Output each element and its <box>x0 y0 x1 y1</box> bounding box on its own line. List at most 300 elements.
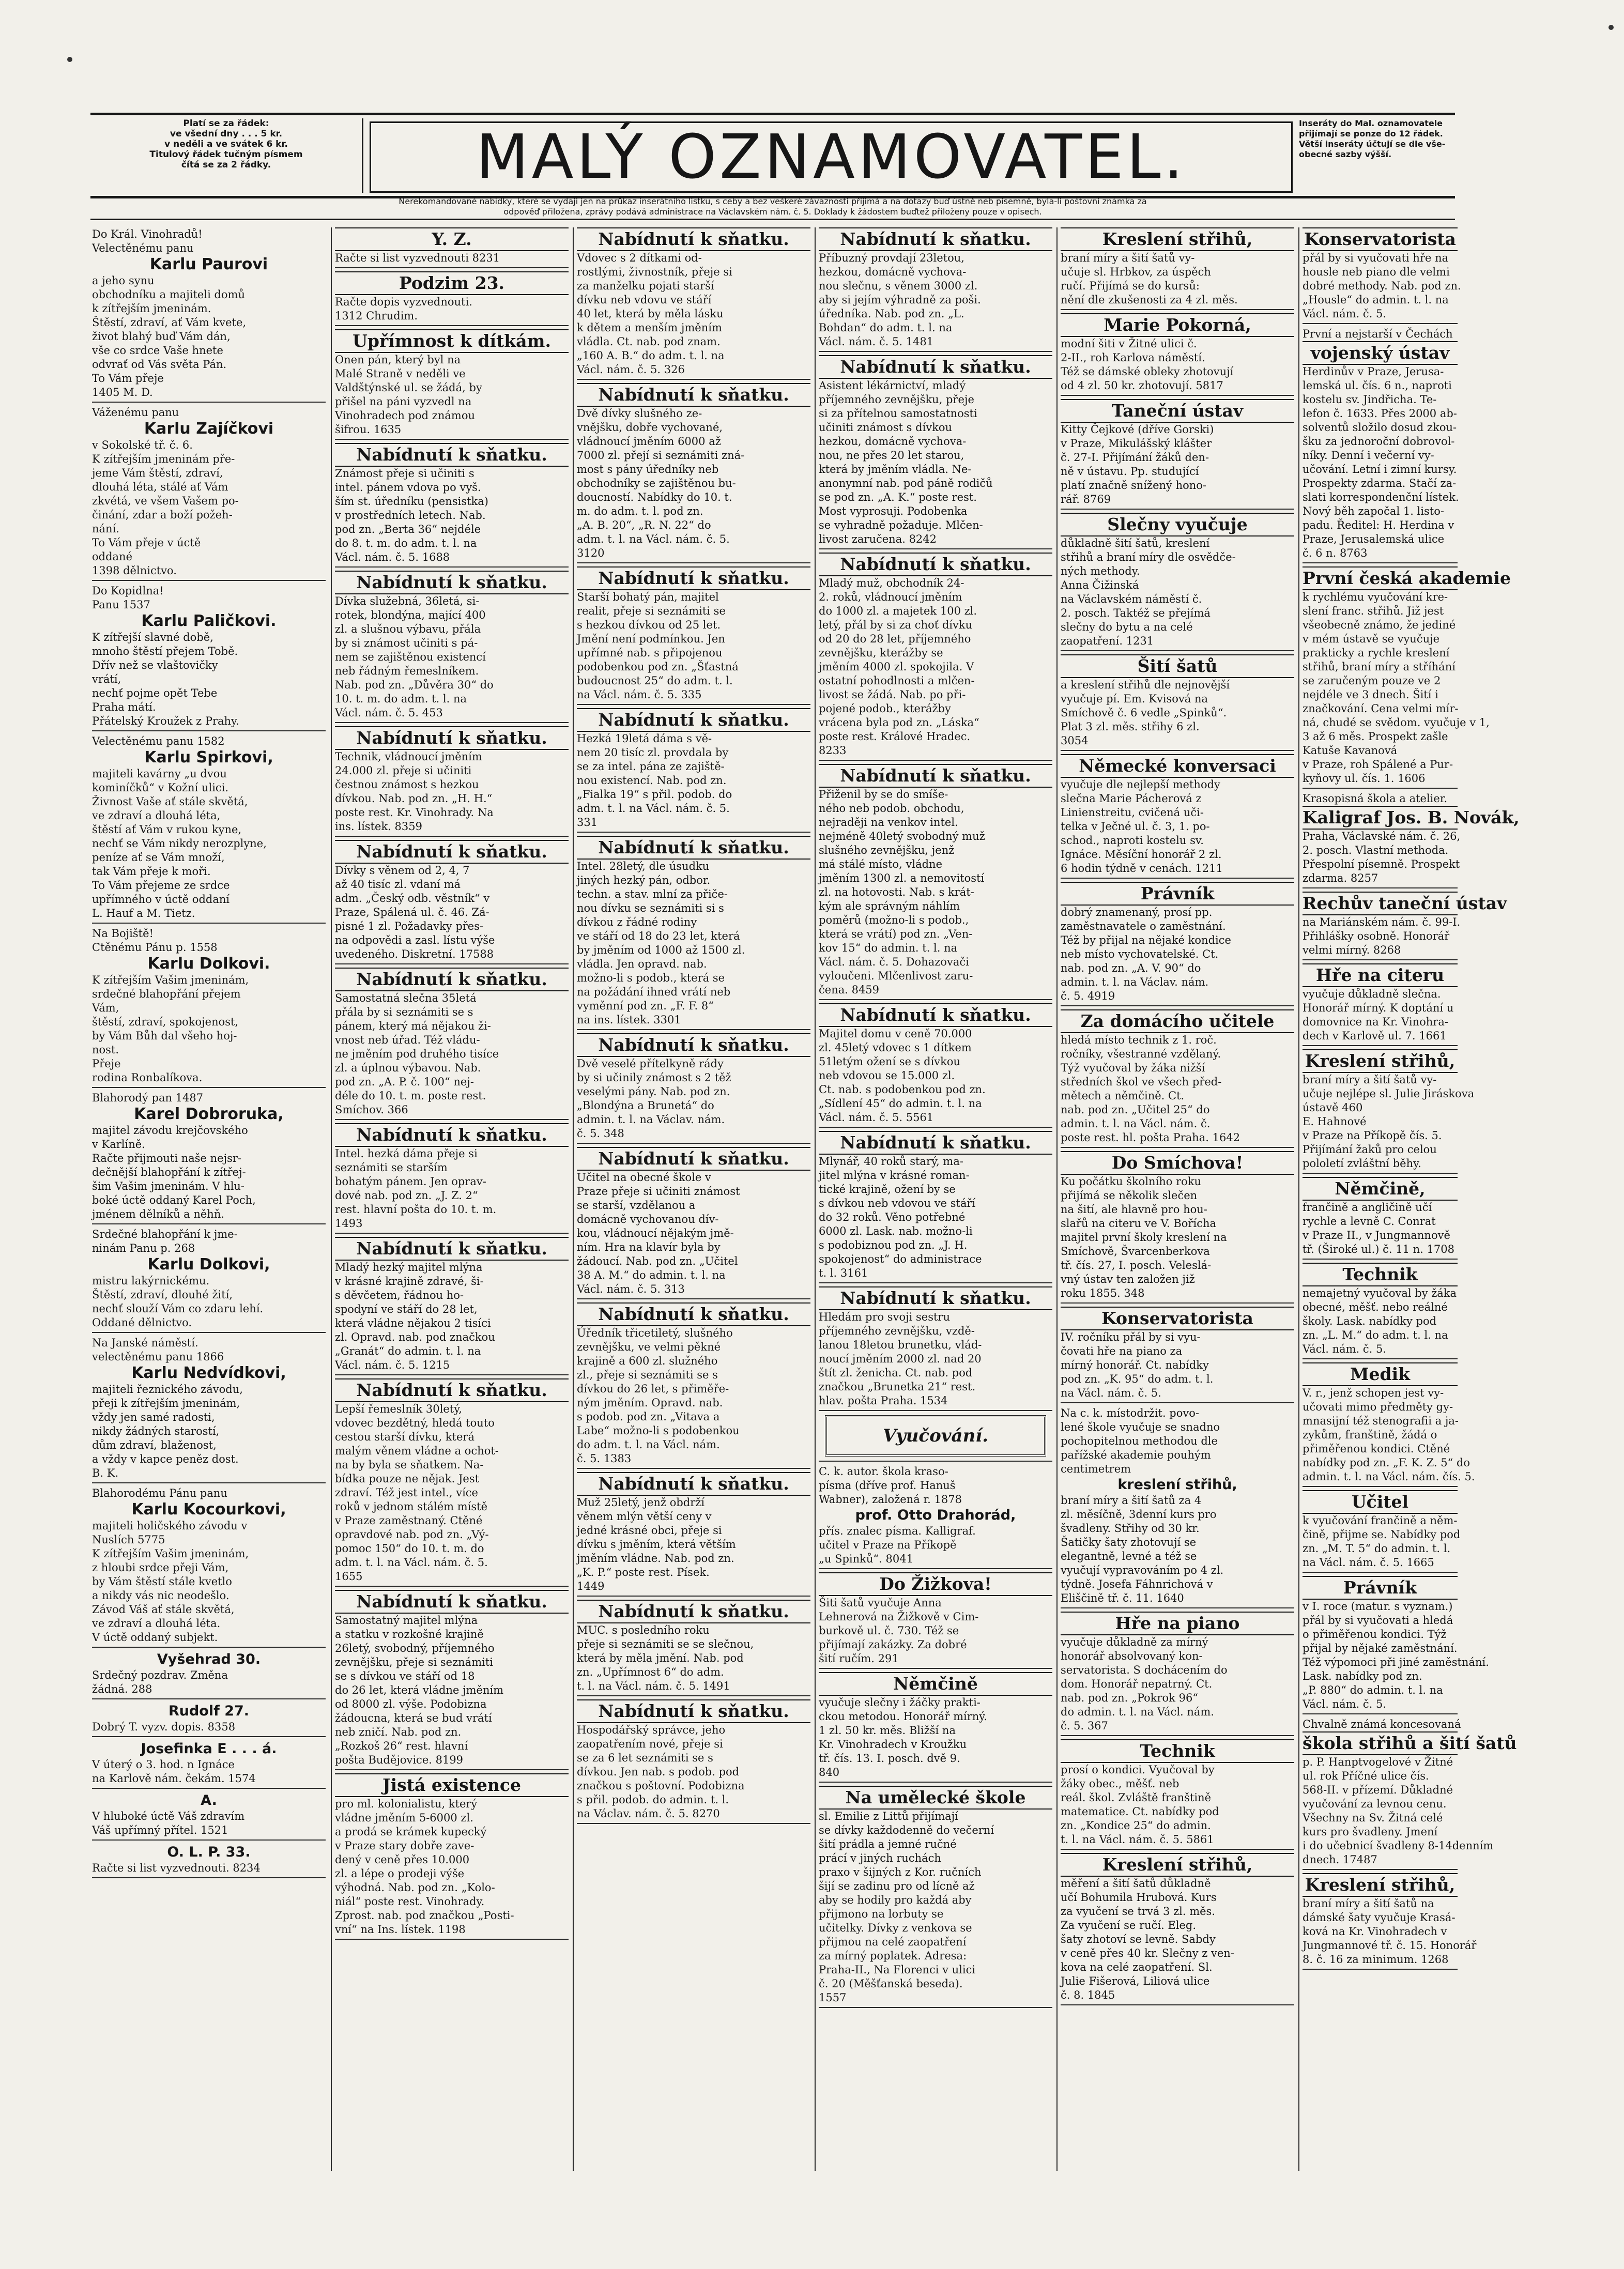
ad-text-line: budoucnost 25“ do adm. t. l. <box>577 674 733 687</box>
classified-ad <box>1303 963 1458 1046</box>
ad-text-line: přála by si seznámiti se s <box>335 1006 473 1018</box>
ad-heading: Konservatorista <box>1303 227 1458 251</box>
ad-text-line: tické krajině, ožení by se <box>819 1183 956 1195</box>
ad-text-line: Václ. nám. č. 5. Dohazovači <box>819 956 969 968</box>
ad-text-line: zkvétá, ve všem Vašem po- <box>92 495 239 507</box>
ad-text-line: t. l. na Václ. nám. č. 5. 5861 <box>1061 1833 1214 1846</box>
ad-text-line: zn. „Kondice 25“ do admin. <box>1061 1819 1211 1832</box>
classified-ad <box>1303 1049 1475 1174</box>
ad-text-line: nem 20 tisíc zl. provdala by <box>577 746 729 759</box>
ad-heading: Upřímnost k dítkám. <box>335 329 569 353</box>
classified-ad <box>1061 1739 1294 1850</box>
ad-text-line: na Václ. nám. č. 5. 1665 <box>1303 1556 1434 1569</box>
ad-text-line: poste rest. Králové Hradec. <box>819 730 971 743</box>
ad-text-line: mnasijní též stenografii a ja- <box>1303 1415 1459 1427</box>
ad-text-line: Smíchov. 366 <box>335 1103 408 1116</box>
ad-text-line: Samostatná slečna 35letá <box>335 992 477 1004</box>
ad-text-line: dech v Karlově ul. 7. 1661 <box>1303 1030 1447 1042</box>
ad-text-line: „K. P.“ poste rest. Písek. <box>577 1566 710 1578</box>
ad-heading: Rechův taneční ústav <box>1303 892 1458 915</box>
ad-text-line: od 4 zl. 50 kr. zhotovují. 5817 <box>1061 379 1223 392</box>
ad-text-line: Václ. nám. č. 5. 5561 <box>819 1111 934 1124</box>
classified-ad <box>92 927 326 1088</box>
ad-text-line: šijí se zadinu pro od lícně až <box>819 1880 975 1892</box>
ad-text-line: v prostředních letech. Nab. <box>335 509 486 522</box>
ad-text-line: obchodníku a majiteli domů <box>92 288 245 301</box>
ad-text-line: dom. Honorář nepatrný. Ct. <box>1061 1678 1213 1690</box>
ad-separator <box>1061 1302 1294 1304</box>
classified-ad <box>335 329 569 440</box>
ad-text-line: centimetrem <box>1061 1463 1131 1475</box>
ad-text-line: lemská ul. čís. 6 n., naproti <box>1303 379 1452 392</box>
ad-separator <box>819 1410 1052 1411</box>
ad-text-line: niál“ poste rest. Vinohrady. <box>335 1895 485 1908</box>
ad-text-line: Nový běh započal 1. listo- <box>1303 505 1444 517</box>
ad-heading: Do Žižkova! <box>819 1572 1052 1596</box>
ad-addressee: Karlu Zajíčkovi <box>144 420 274 438</box>
classified-ad <box>92 1703 326 1737</box>
ad-text-line: To Vám přeje v úctě <box>92 536 201 549</box>
ad-text-line: Honorář mírný. K doptání u <box>1303 1002 1454 1014</box>
classified-ad <box>92 1651 326 1699</box>
ad-text-line: Známost přeje si učiniti s <box>335 467 474 480</box>
ad-text-line: kým ale správným náhlím <box>819 900 960 912</box>
ad-separator <box>1303 1173 1458 1174</box>
ad-text-line: Přiženil by se do smíše- <box>819 788 948 801</box>
ad-text-line: majitel první školy kreslení na <box>1061 1231 1227 1244</box>
ad-text-line: by si učinily známost s 2 těž <box>577 1071 731 1084</box>
ad-text-line: se za 6 let seznámiti se s <box>577 1752 713 1764</box>
ad-text-line: s podobiznou pod zn. „J. H. <box>819 1239 968 1251</box>
ad-text-line: Václ. nám. č. 5. 453 <box>335 707 443 719</box>
ad-heading: Nabídnutí k sňatku. <box>577 1147 810 1171</box>
ad-separator <box>577 1298 810 1299</box>
classified-ad <box>819 764 1052 1000</box>
ad-text-line: vždy jen samé radosti, <box>92 1411 215 1423</box>
ad-text-line: jměním vládne. Nab. pod zn. <box>577 1552 734 1565</box>
ad-text-line: cestou starší dívku, která <box>335 1431 474 1443</box>
ad-text-line: šití ručím. 291 <box>819 1652 899 1665</box>
ad-text-line: 24.000 zl. přeje si učiniti <box>335 764 472 777</box>
ad-text-line: přeje si seznámiti se se slečnou, <box>577 1638 754 1650</box>
ad-text-line: v ceně přes 40 kr. Slečny z ven- <box>1061 1947 1234 1959</box>
classified-ad <box>1061 1853 1294 2005</box>
ad-intro-line: Krasopisná škola a atelier. <box>1303 792 1448 805</box>
ad-text-line: vládnoucí jměním 6000 až <box>577 435 721 448</box>
ad-intro-line: Váženému panu <box>92 406 179 419</box>
classified-ad <box>1303 566 1511 789</box>
ad-intro-line: Blahorodému Pánu panu <box>92 1487 227 1499</box>
ad-text-line: přijal by nějaké zaměstnání. <box>1303 1642 1458 1654</box>
ad-text-line: vyučuje slečny i žáčky prakti- <box>819 1696 980 1709</box>
ad-heading: Kreslení střihů, <box>1061 1853 1294 1877</box>
ad-text-line: slati korrespondenční lístek. <box>1303 491 1459 503</box>
ad-text-line: poměrů (možno-li s podob., <box>819 914 969 926</box>
classified-ad <box>1303 1177 1458 1260</box>
ad-heading: Nabídnutí k sňatku. <box>335 443 569 467</box>
ad-text-line: vrácena byla pod zn. „Láska“ <box>819 716 979 729</box>
ad-text-line: K zítřejší slavné době, <box>92 631 213 643</box>
ad-text-line: ně v ústavu. Pp. studující <box>1061 465 1199 478</box>
ad-text-line: Bohdan“ do adm. t. l. na <box>819 321 953 334</box>
ad-text-line: déle do 10. t. m. poste rest. <box>335 1090 486 1102</box>
ad-heading: První česká akademie <box>1303 566 1458 590</box>
ad-text-line: modní šiti v Žitné ulici č. <box>1061 338 1197 350</box>
ad-text-line: 1398 dělnictvo. <box>92 564 177 577</box>
ad-text-line: aby se hodily pro každá aby <box>819 1894 972 1906</box>
ad-text-line: vládla. Ct. nab. pod znam. <box>577 335 721 348</box>
ad-text-line: tak Vám přeje k moři. <box>92 865 211 878</box>
ad-text-line: v krásné krajině zdravé, ši- <box>335 1275 484 1287</box>
column-4 <box>819 227 1052 2171</box>
classified-ad <box>1061 654 1294 751</box>
ad-intro-line: Srdečné blahopřání k jme- <box>92 1228 238 1240</box>
ad-separator <box>1303 1969 1458 1970</box>
ad-text-line: Praze, Jerusalemská ulice <box>1303 533 1445 545</box>
classified-ad <box>819 1786 1052 2008</box>
ad-text-line: To Vám přejeme ze srdce <box>92 879 230 892</box>
classified-ad <box>1303 1576 1489 1714</box>
ad-separator <box>819 2007 1052 2008</box>
ad-text-line: uvedeného. Diskretní. 17588 <box>335 948 494 960</box>
ad-text-line: jměním 4000 zl. spokojila. V <box>819 661 974 673</box>
ad-text-line: značkou „Brunetka 21“ rest. <box>819 1381 976 1393</box>
ad-text-line: t. l. na Václ. nám. č. 5. 1491 <box>577 1680 730 1692</box>
ad-text-line: neb vdovou se 15.000 zl. <box>819 1069 955 1082</box>
classified-ad <box>1303 1490 1461 1573</box>
ad-text-line: a nikdy vás nic neodešlo. <box>92 1589 229 1602</box>
ad-heading: Za domácího učitele <box>1061 1009 1294 1033</box>
ad-text-line: do admin. t. l. na Václ. nám. <box>1061 1706 1215 1718</box>
ad-text-line: vnějšku, dobře vychované, <box>577 421 723 434</box>
ad-text-line: č. 5. 348 <box>577 1127 624 1140</box>
ad-separator <box>335 722 569 723</box>
ad-text-line: se s dívkou ve stáří od 18 <box>335 1670 475 1682</box>
ad-text-line: L. Hauf a M. Tietz. <box>92 907 195 919</box>
ad-separator <box>1303 959 1458 960</box>
ad-heading: Hře na piano <box>1061 1612 1294 1635</box>
ad-text-line: adm. „Český odb. věstník“ v <box>335 892 490 904</box>
ad-text-line: v Praze na Příkopě čís. 5. <box>1303 1129 1442 1142</box>
ad-text-line: roků v jednom stálém místě <box>335 1500 488 1513</box>
ad-text-line: Lask. nabídky pod zn. <box>1303 1670 1422 1682</box>
ad-text-line: vnost neb úřad. Též vládu- <box>335 1034 480 1046</box>
ad-text-line: 1655 <box>335 1570 363 1583</box>
ad-text-line: adm. t. l. na Václ. nám. č. 5. <box>335 1556 488 1569</box>
ad-text-line: přijmono na lorbuty se <box>819 1908 944 1920</box>
ad-text-line: Lepší řemeslník 30letý, <box>335 1403 462 1415</box>
column-1 <box>92 227 326 2171</box>
ad-text-line: slušného zevnějšku, jenž <box>819 844 955 856</box>
ad-text-line: domácně vychovanou dív- <box>577 1213 719 1225</box>
ad-text-line: V hluboké úctě Váš zdravím <box>92 1810 245 1822</box>
ad-text-line: „P. 880“ do admin. t. l. na <box>1303 1684 1443 1696</box>
ad-text-line: Praze přeje si učiniti známost <box>577 1185 740 1198</box>
ad-text-line: K zítřejším Vašim jmeninám, <box>92 1547 249 1560</box>
ad-text-line: kou, vládnoucí nějakým jmě- <box>577 1227 734 1239</box>
ad-text-line: vyučuje důkladně slečna. <box>1303 988 1441 1000</box>
ad-text-line: na Mariánském nám. č. 99-I. <box>1303 916 1461 928</box>
ad-text-line: Katuše Kavanová <box>1303 744 1398 757</box>
ad-heading: Kaligraf Jos. B. Novák, <box>1303 806 1458 830</box>
ad-text-line: učitel v Praze na Příkopě <box>819 1539 957 1551</box>
ad-text-line: praxo v šijných z Kor. ručních <box>819 1866 982 1878</box>
classified-ad <box>819 355 1052 549</box>
ad-text-line: slečny do bytu a na celé <box>1061 621 1193 633</box>
ad-text-line: z hloubi srdce přeji Vám, <box>92 1561 229 1574</box>
ad-text-line: Týž vyučoval by žáka nižší <box>1061 1062 1205 1074</box>
ad-text-line: Za vyučení se ručí. Eleg. <box>1061 1919 1197 1931</box>
ad-text-line: nost. <box>92 1044 119 1056</box>
ad-text-line: hlav. pošta Praha. 1534 <box>819 1394 948 1407</box>
ad-text-line: velmi mírný. 8268 <box>1303 944 1401 956</box>
ad-addressee: Karlu Paličkovi. <box>141 612 277 630</box>
ad-separator <box>577 832 810 833</box>
ad-text-line: kov 15“ do admin. t. l. na <box>819 942 958 954</box>
classified-ad <box>1303 892 1507 960</box>
ad-heading: Nabídnutí k sňatku. <box>577 227 810 251</box>
ad-heading: Nabídnutí k sňatku. <box>819 1003 1052 1027</box>
ad-addressee: Karlu Paurovi <box>149 255 268 273</box>
ad-text-line: 1405 M. D. <box>92 386 153 398</box>
ad-text-line: zl., přeje si seznámiti se s <box>577 1369 718 1381</box>
ad-text-line: vládne jměním 5-6000 zl. <box>335 1812 473 1824</box>
ad-text-line: elegantně, levné a též se <box>1061 1550 1197 1562</box>
ad-text-line: si za přítelnou samostatnosti <box>819 407 977 420</box>
ad-text-line: vyloučeni. Mlčenlivost zaru- <box>819 970 973 982</box>
ad-text-line: bohatým pánem. Jen oprav- <box>335 1175 486 1188</box>
ad-separator <box>92 1332 326 1333</box>
ad-text-line: Intel. 28letý, dle úsudku <box>577 860 710 872</box>
ad-text-line: dům zdraví, blaženost, <box>92 1439 217 1451</box>
ad-text-line: k dětem a menším jměním <box>577 321 722 334</box>
ad-text-line: Václ. nám. č. 5. 326 <box>577 363 685 376</box>
ad-text-line: mnoho štěstí přejem Tobě. <box>92 645 238 657</box>
ad-text-line: „Granát“ do admin. t. l. na <box>335 1345 481 1357</box>
classified-ad <box>1303 1362 1475 1487</box>
ad-separator <box>92 1087 326 1088</box>
ad-addressee: Karlu Nedvídkovi, <box>131 1364 286 1382</box>
ad-text-line: na Václ. nám. č. 5. <box>1061 1387 1161 1399</box>
ad-text-line: Samostatný majitel mlýna <box>335 1614 478 1627</box>
ad-text-line: Štěstí, zdraví, dlouhé žití, <box>92 1289 233 1301</box>
ad-separator <box>1061 650 1294 651</box>
ad-text-line: Hezká 19letá dáma s vě- <box>577 732 712 745</box>
ad-separator <box>819 999 1052 1000</box>
ad-text-line: mistru lakýrnickému. <box>92 1275 210 1287</box>
ad-heading: škola střihů a šití šatů <box>1303 1731 1458 1755</box>
ad-text-line: Přespolní písemně. Prospekt <box>1303 858 1460 870</box>
ad-text-line: Hledám pro svoji sestru <box>819 1311 950 1323</box>
ad-subheading: prof. Otto Drahorád, <box>855 1507 1016 1523</box>
ad-separator <box>1061 1005 1294 1006</box>
ad-text-line: nejdéle ve 3 dnech. Šití i <box>1303 688 1438 701</box>
ad-text-line: Dívky s věnem od 2, 4, 7 <box>335 864 470 877</box>
ad-text-line: frančině a angličině učí <box>1303 1201 1432 1214</box>
ad-text-line: braní míry a šití šatů vy- <box>1303 1074 1437 1086</box>
rate-line: Titulový řádek tučným písmem <box>149 149 303 160</box>
ad-text-line: Příbuzný provdají 23letou, <box>819 252 964 264</box>
terms-line: obecné sazby výšší. <box>1299 149 1392 159</box>
ad-text-line: zl. a lépe o prodeji výše <box>335 1867 465 1880</box>
ad-text-line: Přihlášky osobně. Honorář <box>1303 930 1450 942</box>
ad-text-line: 6 hodin týdně v cenách. 1211 <box>1061 862 1223 875</box>
ad-text-line: která by jměním vládla. Ne- <box>819 463 972 476</box>
ad-separator <box>1061 750 1294 751</box>
ad-text-line: učuje nejlépe sl. Julie Jiráskova <box>1303 1087 1475 1100</box>
ad-heading: Kreslení střihů, <box>1303 1049 1458 1073</box>
classified-ad <box>1061 1009 1294 1148</box>
ad-text-line: nou slečnu, s věnem 3000 zl. <box>819 280 978 292</box>
ad-separator <box>1061 1147 1294 1148</box>
ad-heading: Šití šatů <box>1061 654 1294 678</box>
ad-text-line: v I. roce (matur. s vyznam.) <box>1303 1600 1453 1613</box>
ad-text-line: věnem mlýn větší ceny v <box>577 1510 712 1523</box>
classified-ad <box>92 734 326 924</box>
ad-text-line: ná, chudé se svědom. vyučuje v 1, <box>1303 716 1490 729</box>
ad-text-line: p. P. Hanptvogelové v Žitné <box>1303 1756 1453 1768</box>
ad-text-line: Račte si list vyzvednouti. 8234 <box>92 1862 261 1874</box>
ad-text-line: V úterý o 3. hod. n Ignáce <box>92 1758 235 1771</box>
ad-separator <box>1061 878 1294 879</box>
ad-text-line: nejraději na venkov intel. <box>819 816 958 829</box>
ad-text-line: zevnějšku, kterážby se <box>819 647 943 659</box>
ad-separator <box>92 1736 326 1737</box>
ad-heading: Do Smíchova! <box>1061 1151 1294 1175</box>
section-heading: Vyučování. <box>825 1415 1046 1457</box>
ad-text-line: Učitel na obecné škole v <box>577 1171 711 1184</box>
ad-intro-line: Velectěnému panu <box>92 242 194 254</box>
ad-text-line: Ku počátku školního roku <box>1061 1175 1202 1188</box>
ad-text-line: neb místo vychovatelské. Ct. <box>1061 948 1219 960</box>
ad-text-line: žádná. 288 <box>92 1683 152 1695</box>
ad-heading: Nabídnutí k sňatku. <box>335 1237 569 1261</box>
ad-text-line: Přijímání žaků pro celou <box>1303 1143 1437 1156</box>
ad-text-line: dové nab. pod zn. „J. Z. 2“ <box>335 1189 478 1202</box>
rate-line: v neděli a ve svátek 6 kr. <box>164 139 288 149</box>
ad-text-line: do 8. t. m. do adm. t. l. na <box>335 537 477 549</box>
ad-text-line: nou existencí. Nab. pod zn. <box>577 774 727 787</box>
ad-text-line: pisné 1 zl. Požadavky přes- <box>335 920 484 932</box>
ad-heading: Nabídnutí k sňatku. <box>577 708 810 732</box>
ad-text-line: jedné krásné obci, přeje si <box>577 1524 722 1537</box>
ad-text-line: Závod Váš ať stále skvětá, <box>92 1603 235 1616</box>
ad-text-line: střihů a braní míry dle osvědče- <box>1061 551 1236 563</box>
ad-text-line: čestnou známost s hezkou <box>335 778 479 791</box>
ad-text-line: a vždy v kapce peněz dost. <box>92 1453 239 1465</box>
ad-text-line: s podob. pod zn. „Vitava a <box>577 1411 720 1423</box>
column-rule <box>573 227 574 2171</box>
ad-text-line: pánem, který má nějakou ži- <box>335 1020 491 1032</box>
ad-text-line: dobrý znamenaný, prosí pp. <box>1061 906 1213 918</box>
ad-text-line: by Vám štěstí stále kvetlo <box>92 1575 232 1588</box>
ad-text-line: zdraví. Též jest intel., více <box>335 1486 478 1499</box>
ad-separator <box>92 1223 326 1224</box>
ad-text-line: Praze, Spálená ul. č. 46. Zá- <box>335 906 489 918</box>
ad-text-line: na by byla se sňatkem. Na- <box>335 1459 484 1471</box>
ad-text-line: na ins. lístek. 3301 <box>577 1014 681 1026</box>
ad-text-line: Herdinův v Praze, Jerusa- <box>1303 365 1444 378</box>
ad-text-line: by Vám Bůh dal všeho hoj- <box>92 1030 237 1042</box>
ad-text-line: 2-II., roh Karlova náměstí. <box>1061 351 1205 364</box>
ad-text-line: školy. Lask. nabídky pod <box>1303 1315 1437 1327</box>
ad-text-line: ve stáří od 18 do 23 let, která <box>577 930 740 942</box>
ad-text-line: nem se zajištěnou existencí <box>335 651 486 663</box>
ad-text-line: by si známost učiniti s pá- <box>335 637 478 649</box>
ad-separator <box>92 1877 326 1878</box>
ad-text-line: přijímají zakázky. Za dobré <box>819 1638 967 1651</box>
ad-text-line: m. do adm. t. l. pod zn. <box>577 505 703 517</box>
ad-text-line: možno-li s podob., která se <box>577 972 725 984</box>
ad-text-line: lanou 18letou brunetku, vlád- <box>819 1339 982 1351</box>
classified-ad <box>335 443 569 568</box>
ad-separator <box>1061 1849 1294 1850</box>
masthead <box>90 113 1455 198</box>
ad-text-line: Nab. pod zn. „Důvěra 30“ do <box>335 679 494 691</box>
classified-ad <box>819 1465 1052 1569</box>
ad-text-line: činání, zdar a boží požeh- <box>92 509 233 521</box>
ad-text-line: „Housle“ do admin. t. l. na <box>1303 294 1449 306</box>
ad-subheading: A. <box>201 1792 217 1808</box>
ad-text-line: život blahý buď Vám dán, <box>92 330 231 343</box>
ad-text-line: Úředník třicetiletý, slušného <box>577 1327 733 1339</box>
ad-text-line: podobenkou pod zn. „Šťastná <box>577 661 739 673</box>
ad-separator <box>335 566 569 568</box>
ad-text-line: dobré methody. Nab. pod zn. <box>1303 280 1461 292</box>
ad-text-line: 8233 <box>819 744 847 757</box>
ad-text-line: do 1000 zl. a majetek 100 zl. <box>819 605 977 617</box>
ad-text-line: Muž 25letý, jenž obdrží <box>577 1496 705 1509</box>
ad-text-line: Václ. nám. č. 5. 1215 <box>335 1359 450 1371</box>
ad-text-line: tř. čís. 13. I. posch. dvě 9. <box>819 1752 960 1765</box>
ad-text-line: Prospekty zdarma. Stačí za- <box>1303 477 1457 489</box>
ad-separator <box>577 1468 810 1469</box>
ad-text-line: šaty zhotoví se levně. Sabdy <box>1061 1933 1216 1945</box>
ad-heading: Kreslení střihů, <box>1303 1873 1458 1897</box>
classified-ad <box>577 708 810 833</box>
ad-text-line: přišel na páni vyzvedl na <box>335 395 472 408</box>
ad-addressee: Karlu Spirkovi, <box>144 748 273 766</box>
ad-text-line: č. 27-I. Přijímání žáků den- <box>1061 451 1209 464</box>
classified-ad <box>577 1600 810 1696</box>
ad-text-line: Váš upřímný přítel. 1521 <box>92 1824 228 1836</box>
ad-text-line: v Karlíně. <box>92 1138 145 1151</box>
ad-text-line: Intel. hezká dáma přeje si <box>335 1147 478 1160</box>
ad-separator <box>335 439 569 440</box>
ad-intro-line: Velectěnému panu 1582 <box>92 735 225 747</box>
ad-text-line: Anna Čižinská <box>1061 579 1139 591</box>
ad-text-line: nemajetný vyučoval by žáka <box>1303 1287 1457 1299</box>
classified-ad <box>335 227 569 268</box>
ad-text-line: na Václ. nám. č. 5. 335 <box>577 688 702 701</box>
ad-text-line: zn. „Upřímnost 6“ do adm. <box>577 1666 724 1678</box>
ad-heading: Nabídnutí k sňatku. <box>819 1286 1052 1310</box>
ad-text-line: a statku v rozkošné krajině <box>335 1628 484 1641</box>
ad-text-line: Praha mátí. <box>92 701 156 713</box>
ad-text-line: č. 5. 367 <box>1061 1720 1108 1732</box>
ad-heading: Právník <box>1303 1576 1458 1600</box>
ad-separator <box>92 1482 326 1483</box>
ad-text-line: se za intel. pána ze zajiště- <box>577 760 725 773</box>
ad-separator <box>335 1119 569 1120</box>
ad-text-line: má stálé místo, vládne <box>819 858 942 870</box>
ad-text-line: pro ml. kolonialistu, který <box>335 1798 478 1810</box>
classified-ad <box>92 1740 326 1789</box>
ad-text-line: střihů, braní míry a stříhání <box>1303 661 1456 673</box>
ad-text-line: Praha, Václavské nám. č. 26, <box>1303 830 1461 842</box>
ad-text-line: v Praze zaměstnaný. Ctěné <box>335 1514 483 1527</box>
ad-text-line: t. l. 3161 <box>819 1267 868 1279</box>
